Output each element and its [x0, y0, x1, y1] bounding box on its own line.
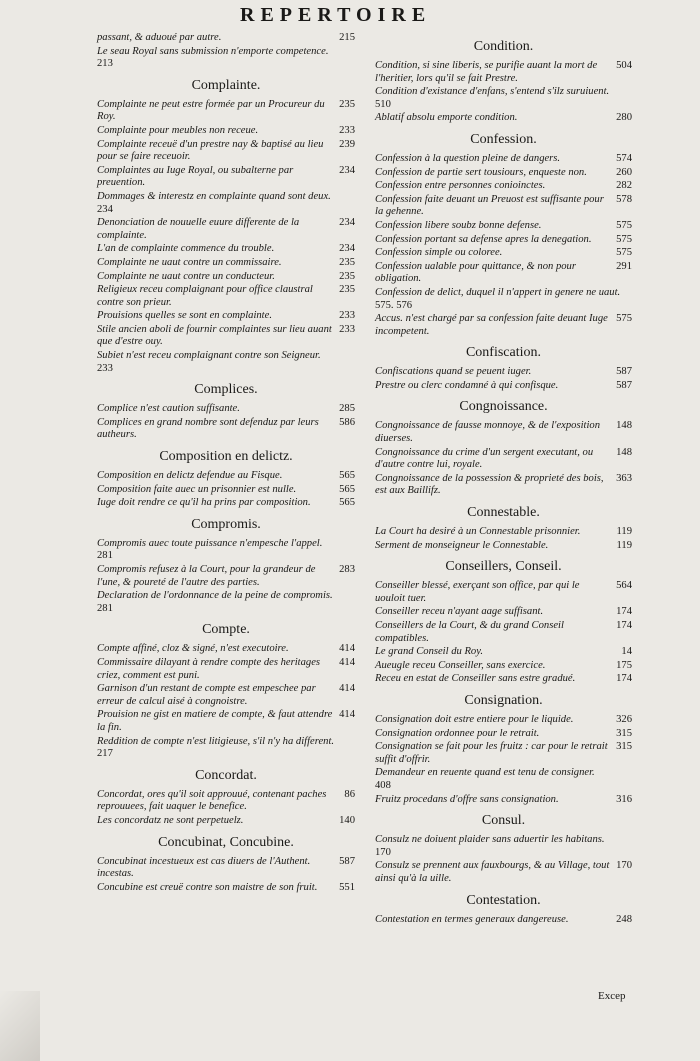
- entry-text: Congnoissance du crime d'un sergent executant, ou d'autre contre lui, royale.: [375, 446, 594, 471]
- index-entry: [97, 789, 355, 814]
- page-number: 414: [339, 643, 355, 655]
- entry-text: Consignation doit estre entiere pour le liquide.: [375, 713, 574, 725]
- page-number: 235: [339, 256, 355, 268]
- index-entry: [97, 657, 355, 682]
- page-number: 564: [616, 580, 632, 592]
- entry-text: Contestation en termes generaux dangereuse.: [375, 913, 569, 925]
- entry-text: Complainte receuë d'un prestre nay & baptisé au lieu pour se faire receuoir.: [97, 138, 324, 163]
- index-entry: [375, 714, 632, 727]
- index-entry: [97, 403, 355, 416]
- index-entry: [97, 590, 355, 615]
- entry-text: Confession entre personnes conioinctes.: [375, 180, 546, 192]
- page-number: 574: [616, 152, 632, 164]
- page-number: 235: [339, 270, 355, 282]
- index-entry: [375, 153, 632, 166]
- index-column-left: [97, 32, 355, 895]
- page-number: 233: [339, 310, 355, 322]
- page-number: 504: [616, 60, 632, 71]
- entry-text: Congnoissance de fausse monnoye, & de l'exposition diuerses.: [375, 420, 600, 445]
- entry-text: Complainte ne peut estre formée par un Procureur du Roy.: [97, 98, 325, 123]
- entry-text: Consignation ordonnee pour le retrait.: [375, 727, 540, 739]
- page-number: 233: [339, 124, 355, 136]
- index-entry: [375, 287, 632, 312]
- page-number: 565: [339, 497, 355, 509]
- page-number: 281: [97, 602, 113, 614]
- entry-text: Consignation se fait pour les fruitz : car pour le retrait suffit d'offrir.: [375, 741, 608, 765]
- entry-text: Subiet n'est receu complaignant contre son Seigneur.: [97, 350, 321, 362]
- section-heading: Congnoissance.: [459, 399, 548, 415]
- index-entry: [375, 606, 632, 619]
- entry-text: Declaration de l'ordonnance de la peine de compromis.: [97, 590, 333, 602]
- page-number: 174: [616, 673, 632, 685]
- entry-text: Confession de delict, duquel il n'appert in genere ne uaut.: [375, 286, 621, 298]
- entry-text: Conseillers de la Court, & du grand Conseil compatibles.: [375, 620, 564, 644]
- page-number: 234: [97, 203, 113, 215]
- page-number: 408: [375, 779, 391, 791]
- page-number: 587: [616, 366, 632, 378]
- entry-text: Ablatif absolu emporte condition.: [375, 112, 518, 124]
- index-entry: [375, 220, 632, 233]
- page-number: 239: [339, 138, 355, 150]
- page-number: 565: [339, 483, 355, 495]
- section-heading: Confession.: [470, 131, 537, 147]
- index-entry: [97, 643, 355, 656]
- index-entry: [97, 815, 355, 828]
- entry-text: Religieux receu complaignant pour office claustral contre son prieur.: [97, 284, 313, 308]
- index-entry: [97, 243, 355, 256]
- section-heading: Consignation.: [464, 692, 543, 708]
- page-number: 551: [339, 881, 355, 893]
- entry-text: Commissaire dilayant à rendre compte des heritages criez, comment est puni.: [97, 656, 321, 681]
- index-entry: [97, 32, 355, 45]
- entry-text: Consulz se prennent aux fauxbourgs, & au Village, tout ainsi qu'à la uille.: [375, 860, 610, 884]
- entry-text: Le seau Royal sans submission n'emporte competence.: [97, 45, 329, 57]
- index-entry: [375, 834, 632, 859]
- page-corner-shadow: [0, 991, 40, 1061]
- section-heading: Concubinat, Concubine.: [158, 834, 294, 850]
- index-entry: [97, 284, 355, 309]
- index-entry: [97, 125, 355, 138]
- index-entry: [97, 709, 355, 734]
- entry-text: Concubinat incestueux est cas diuers de l'Authent. incestas.: [97, 855, 311, 880]
- entry-text: Confession de partie sert tousiours, enqueste non.: [375, 166, 587, 178]
- page-number: 315: [616, 741, 632, 753]
- index-entry: [97, 139, 355, 164]
- index-entry: [97, 470, 355, 483]
- index-entry: [375, 366, 632, 379]
- index-entry: [375, 194, 632, 219]
- section-heading: Compromis.: [191, 516, 261, 532]
- entry-text: Garnison d'un restant de compte est empeschee par erreur de calcul aisé à congnoistre.: [97, 683, 316, 707]
- entry-text: Confiscations quand se peuent iuger.: [375, 366, 532, 378]
- entry-text: Complices en grand nombre sont defenduz par leurs autheurs.: [97, 416, 319, 441]
- page-number: 217: [97, 748, 113, 760]
- page-number: 283: [339, 564, 355, 575]
- entry-text: Le grand Conseil du Roy.: [375, 646, 483, 658]
- page-number: 248: [616, 913, 632, 925]
- entry-text: L'an de complainte commence du trouble.: [97, 243, 275, 255]
- page-number: 234: [339, 164, 355, 176]
- entry-text: Confession portant sa defense apres la denegation.: [375, 233, 592, 245]
- index-entry: [97, 257, 355, 270]
- page-number: 575. 576: [375, 299, 413, 311]
- index-entry: [97, 683, 355, 708]
- page-number: 285: [339, 403, 355, 415]
- index-entry: [97, 564, 355, 589]
- entry-text: Les concordatz ne sont perpetuelz.: [97, 814, 244, 826]
- index-entry: [97, 99, 355, 124]
- page-number: 213: [97, 58, 113, 70]
- index-entry: [375, 646, 632, 659]
- page-number: 148: [616, 420, 632, 432]
- page-number: 260: [616, 166, 632, 178]
- entry-text: Reddition de compte n'est litigieuse, s'il n'y ha different.: [97, 735, 335, 747]
- page-number: 510: [375, 98, 391, 110]
- index-entry: [97, 484, 355, 497]
- index-entry: [375, 741, 632, 766]
- section-heading: Complainte.: [191, 77, 261, 93]
- entry-text: Denonciation de nouuelle euure differente de la complainte.: [97, 217, 300, 241]
- page-number: 234: [339, 243, 355, 255]
- entry-text: Confession faite deuant un Preuost est suffisante pour la gehenne.: [375, 193, 604, 218]
- entry-text: Confession libere soubz bonne defense.: [375, 219, 542, 231]
- page-number: 233: [339, 323, 355, 335]
- entry-text: Accus. n'est chargé par sa confession faite deuant Iuge incompetent.: [375, 313, 608, 337]
- index-entry: [375, 540, 632, 553]
- page-number: 170: [616, 860, 632, 872]
- index-entry: [97, 271, 355, 284]
- entry-text: Condition d'existance d'enfans, s'entend s'ilz suruiuent.: [375, 86, 610, 98]
- page-number: 414: [339, 656, 355, 668]
- section-heading: Concordat.: [195, 767, 257, 783]
- page-number: 565: [339, 470, 355, 482]
- entry-text: Condition, si sine liberis, se purifie auant la mort de l'heritier, lors qu'il se fait Prestre.: [375, 60, 598, 84]
- page-number: 174: [616, 606, 632, 618]
- page-number: 170: [375, 846, 391, 858]
- entry-text: Concordat, ores qu'il soit approuué, contenant paches reprouuees, fait uaquer le benefice.: [97, 788, 327, 813]
- entry-text: Congnoissance de la possession & proprieté des bois, est aux Baillifz.: [375, 472, 604, 497]
- index-entry: [375, 526, 632, 539]
- index-entry: [97, 217, 355, 242]
- index-entry: [97, 538, 355, 563]
- page-number: 315: [616, 727, 632, 739]
- entry-text: Iuge doit rendre ce qu'il ha prins par composition.: [97, 497, 311, 509]
- entry-text: Conseiller receu n'ayant aage suffisant.: [375, 606, 544, 618]
- index-entry: [375, 234, 632, 247]
- entry-text: Complaintes au Iuge Royal, ou subalterne par preuention.: [97, 164, 294, 189]
- index-entry: [375, 860, 632, 885]
- index-entry: [97, 497, 355, 510]
- page-number: 316: [616, 793, 632, 805]
- section-heading: Consul.: [481, 813, 526, 829]
- page-number: 140: [339, 814, 355, 826]
- index-entry: [97, 417, 355, 442]
- entry-text: Fruitz procedans d'offre sans consignation.: [375, 793, 559, 805]
- entry-text: Confession à la question pleine de dangers.: [375, 152, 561, 164]
- index-entry: [375, 580, 632, 605]
- entry-text: Compromis auec toute puissance n'empesche l'appel.: [97, 537, 323, 549]
- page-number: 215: [339, 32, 355, 43]
- entry-text: Consulz ne doiuent plaider sans aduertir les habitans.: [375, 834, 605, 846]
- page-number: 234: [339, 217, 355, 229]
- catchword: Excep: [598, 990, 626, 1002]
- section-heading: Confiscation.: [465, 345, 542, 361]
- entry-text: Dommages & interestz en complainte quand sont deux.: [97, 190, 331, 202]
- entry-text: Composition faite auec un prisonnier est nulle.: [97, 483, 297, 495]
- page-number: 119: [616, 526, 632, 538]
- index-entry: [375, 313, 632, 338]
- page-number: 587: [616, 379, 632, 391]
- index-entry: [375, 660, 632, 673]
- entry-text: Complainte pour meubles non receue.: [97, 124, 259, 136]
- entry-text: Complice n'est caution suffisante.: [97, 403, 240, 415]
- index-column-right: [375, 32, 632, 927]
- page-number: 235: [339, 98, 355, 110]
- page-number: 174: [616, 620, 632, 631]
- section-heading: Compte.: [202, 622, 250, 638]
- index-entry: [97, 856, 355, 881]
- page-number: 575: [616, 219, 632, 231]
- index-entry: [375, 60, 632, 85]
- page-number: 578: [616, 193, 632, 205]
- page-number: 575: [616, 313, 632, 325]
- page-number: 291: [616, 260, 632, 272]
- page-number: 119: [616, 539, 632, 551]
- index-entry: [375, 112, 632, 125]
- index-entry: [97, 46, 355, 71]
- section-heading: Conseillers, Conseil.: [445, 559, 562, 575]
- index-entry: [375, 247, 632, 260]
- page-number: 148: [616, 446, 632, 458]
- page-number: 175: [616, 659, 632, 671]
- index-entry: [97, 191, 355, 216]
- entry-text: Composition en delictz defendue au Fisque.: [97, 470, 283, 482]
- section-heading: Connestable.: [467, 505, 540, 521]
- entry-text: Prestre ou clerc condamné à qui confisque.: [375, 379, 559, 391]
- index-entry: [97, 350, 355, 375]
- entry-text: Aueugle receu Conseiller, sans exercice.: [375, 659, 546, 671]
- page-number: 86: [344, 788, 355, 800]
- entry-text: Demandeur en reuente quand est tenu de consigner.: [375, 767, 595, 779]
- index-entry: [375, 420, 632, 445]
- page-number: 235: [339, 284, 355, 296]
- section-heading: Composition en delictz.: [159, 449, 293, 465]
- index-entry: [375, 767, 632, 792]
- entry-text: Receu en estat de Conseiller sans estre gradué.: [375, 673, 576, 685]
- entry-text: Prouision ne gist en matiere de compte, & faut attendre la fin.: [97, 709, 333, 733]
- entry-text: Complainte ne uaut contre un conducteur.: [97, 270, 275, 282]
- entry-text: Concubine est creuë contre son maistre de son fruit.: [97, 881, 318, 893]
- entry-text: Confession simple ou coloree.: [375, 247, 503, 259]
- entry-text: Prouisions quelles se sont en complainte.: [97, 310, 272, 322]
- index-entry: [375, 380, 632, 393]
- index-entry: [375, 473, 632, 498]
- index-entry: [375, 180, 632, 193]
- index-entry: [97, 165, 355, 190]
- entry-text: Serment de monseigneur le Connestable.: [375, 539, 549, 551]
- running-head: REPERTOIRE: [240, 4, 432, 26]
- index-entry: [375, 86, 632, 111]
- page-number: 587: [339, 855, 355, 867]
- entry-text: La Court ha desiré à un Connestable prisonnier.: [375, 526, 581, 538]
- page-number: 233: [97, 362, 113, 374]
- page-number: 575: [616, 233, 632, 245]
- page-number: 363: [616, 472, 632, 484]
- page-number: 280: [616, 112, 632, 124]
- index-entry: [375, 728, 632, 741]
- section-heading: Contestation.: [466, 892, 541, 908]
- index-entry: [97, 882, 355, 895]
- page-number: 326: [616, 713, 632, 725]
- index-entry: [97, 324, 355, 349]
- index-entry: [375, 914, 632, 927]
- entry-text: Confession ualable pour quittance, & non pour obligation.: [375, 260, 576, 285]
- entry-text: Stile ancien aboli de fournir complaintes sur lieu auant que d'estre ouy.: [97, 323, 332, 348]
- section-heading: Complices.: [194, 382, 258, 398]
- entry-text: Compromis refusez à la Court, pour la grandeur de l'une, & poureté de l'autre des parties.: [97, 564, 316, 588]
- page-number: 414: [339, 709, 355, 721]
- entry-text: Complainte ne uaut contre un commissaire.: [97, 256, 282, 268]
- index-entry: [375, 794, 632, 807]
- index-entry: [375, 620, 632, 645]
- page-number: 281: [97, 550, 113, 562]
- entry-text: Compte affiné, cloz & signé, n'est executoire.: [97, 643, 289, 655]
- index-entry: [375, 447, 632, 472]
- page-number: 586: [339, 416, 355, 428]
- index-entry: [97, 310, 355, 323]
- page-number: 282: [616, 180, 632, 192]
- index-entry: [375, 167, 632, 180]
- index-entry: [97, 736, 355, 761]
- index-entry: [375, 261, 632, 286]
- index-entry: [375, 673, 632, 686]
- section-heading: Condition.: [473, 39, 534, 54]
- page-number: 414: [339, 683, 355, 695]
- page-number: 14: [621, 646, 632, 658]
- entry-text: passant, & aduoué par autre.: [97, 32, 222, 43]
- entry-text: Conseiller blessé, exerçant son office, par qui le uouloit tuer.: [375, 580, 580, 604]
- page-number: 575: [616, 247, 632, 259]
